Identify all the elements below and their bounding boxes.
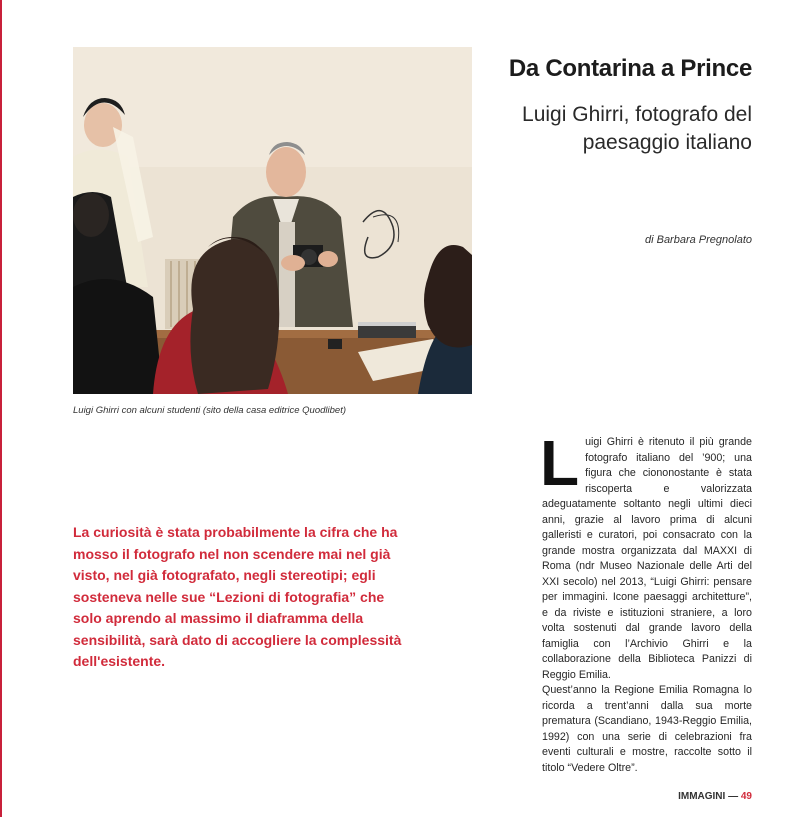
article-body xyxy=(540,427,752,776)
article-title: Da Contarina a Prince xyxy=(508,55,752,82)
body-paragraph-1: uigi Ghirri è ritenuto il più grande fotografo italiano del ’900; una figura che ciononostante è stata riscoperta e valorizzata adeguatamente soltanto negli ultimi dieci anni, grazie al lavoro prima di alcuni galleristi e curatori, poi consacrato con la grande mostra organizzata dal MAXXI di Roma (ndr Museo Nazionale delle Arti del XXI secolo) nel 2013, “Luigi Ghirri: pensare per immagini. Icone paesaggi architetture”, e da riviste e istituzioni straniere, a loro volta sostenuti dal grande lavoro della famiglia con l’Archivio Ghirri e la collaborazione della Biblioteca Panizzi di Reggio Emilia. xyxy=(542,436,752,681)
body-paragraph-2: Quest’anno la Regione Emilia Romagna lo ricorda a trent’anni dalla sua morte prematura (Scandiano, 1943-Reggio Emilia, 1992) con una serie di celebrazioni fra eventi culturali e mostre, raccolte sotto il titolo “Vedere Oltre”. xyxy=(542,684,752,774)
pull-quote: La curiosità è stata probabilmente la cifra che ha mosso il fotografo nel non scendere mai nel già visto, nel già fotografato, negli stereotipi; egli sosteneva nelle sue “Lezioni di fotografia” che solo aprendo al massimo il diaframma della sensibilità, sarà dato di accogliere la complessità dell'esistente. xyxy=(73,524,402,669)
article-photo xyxy=(73,47,472,394)
drop-cap: L xyxy=(540,427,580,499)
page-number: 49 xyxy=(740,791,752,802)
article-subtitle: Luigi Ghirri, fotografo del paesaggio italiano xyxy=(522,103,752,154)
page-edge-rule xyxy=(0,0,2,817)
footer-section: IMMAGINI — xyxy=(678,791,739,802)
article-author: di Barbara Pregnolato xyxy=(644,234,752,246)
photo-caption: Luigi Ghirri con alcuni studenti (sito della casa editrice Quodlibet) xyxy=(73,405,346,416)
page-footer xyxy=(678,791,752,802)
